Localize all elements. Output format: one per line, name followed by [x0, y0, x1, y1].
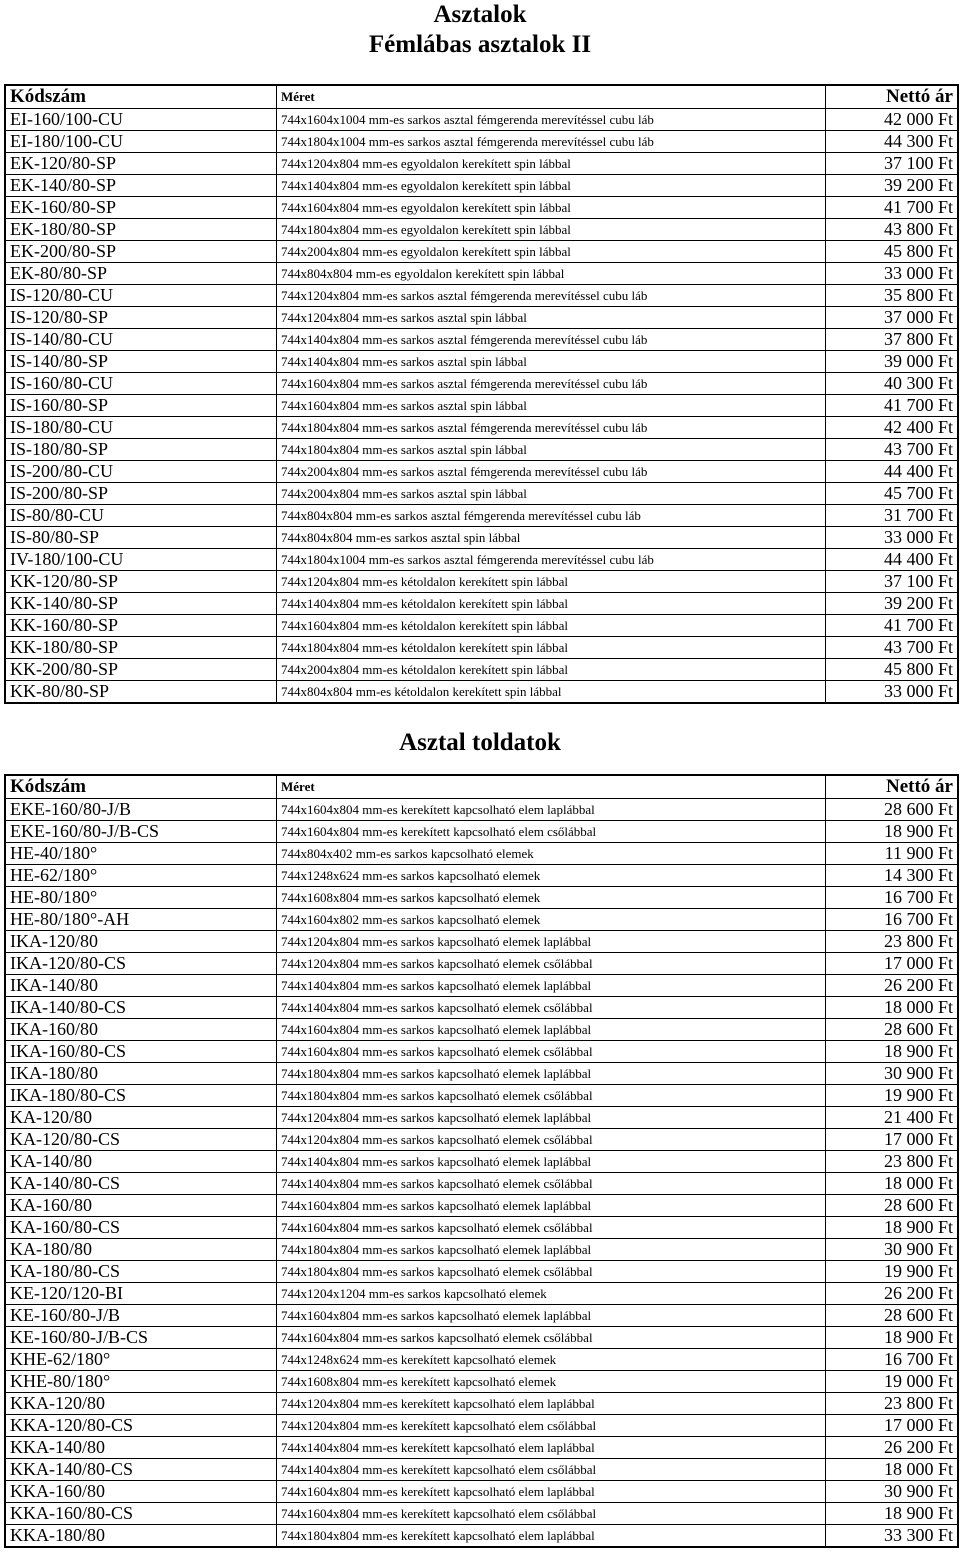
table-row	[5, 395, 958, 417]
table-row	[5, 1525, 958, 1548]
product-code: IKA-140/80-CS	[5, 997, 277, 1019]
table-row	[5, 329, 958, 351]
product-price: 35 800 Ft	[826, 285, 959, 307]
product-code: IS-80/80-CU	[5, 505, 277, 527]
product-code: EK-80/80-SP	[5, 263, 277, 285]
product-price: 18 000 Ft	[826, 1459, 959, 1481]
product-price: 43 700 Ft	[826, 439, 959, 461]
product-price: 39 200 Ft	[826, 175, 959, 197]
product-code: EI-180/100-CU	[5, 131, 277, 153]
product-code: KKA-180/80	[5, 1525, 277, 1548]
product-price: 44 400 Ft	[826, 461, 959, 483]
product-price: 30 900 Ft	[826, 1239, 959, 1261]
product-size: 744x2004x804 mm-es sarkos asztal spin lábbal	[277, 483, 826, 505]
table-row	[5, 351, 958, 373]
product-price: 18 900 Ft	[826, 1041, 959, 1063]
product-code: EK-120/80-SP	[5, 153, 277, 175]
product-price: 18 900 Ft	[826, 1503, 959, 1525]
product-price: 30 900 Ft	[826, 1063, 959, 1085]
product-size: 744x1604x804 mm-es kerekített kapcsolható elem csőlábbal	[277, 821, 826, 843]
product-price: 33 000 Ft	[826, 263, 959, 285]
product-code: IS-180/80-SP	[5, 439, 277, 461]
product-code: IS-140/80-SP	[5, 351, 277, 373]
product-price: 31 700 Ft	[826, 505, 959, 527]
product-price: 19 000 Ft	[826, 1371, 959, 1393]
product-price: 26 200 Ft	[826, 975, 959, 997]
product-size: 744x1804x804 mm-es sarkos kapcsolható elemek laplábbal	[277, 1239, 826, 1261]
product-price: 19 900 Ft	[826, 1085, 959, 1107]
table-row	[5, 439, 958, 461]
table-row	[5, 931, 958, 953]
product-price: 17 000 Ft	[826, 1129, 959, 1151]
product-code: HE-62/180°	[5, 865, 277, 887]
product-size: 744x1604x804 mm-es sarkos kapcsolható elemek csőlábbal	[277, 1217, 826, 1239]
section-title-extensions: Asztal toldatok	[399, 729, 561, 756]
product-price: 17 000 Ft	[826, 1415, 959, 1437]
product-code: KHE-80/180°	[5, 1371, 277, 1393]
product-code: IKA-180/80-CS	[5, 1085, 277, 1107]
product-code: KK-80/80-SP	[5, 681, 277, 704]
product-code: KE-120/120-BI	[5, 1283, 277, 1305]
product-price: 37 100 Ft	[826, 571, 959, 593]
product-size: 744x1404x804 mm-es sarkos kapcsolható elemek csőlábbal	[277, 1173, 826, 1195]
table-row	[5, 1063, 958, 1085]
product-price: 44 300 Ft	[826, 131, 959, 153]
product-size: 744x1608x804 mm-es kerekített kapcsolható elemek	[277, 1371, 826, 1393]
product-size: 744x804x804 mm-es sarkos asztal fémgerenda merevítéssel cubu láb	[277, 505, 826, 527]
product-price: 43 700 Ft	[826, 637, 959, 659]
product-size: 744x1804x804 mm-es sarkos asztal spin lábbal	[277, 439, 826, 461]
product-price: 42 000 Ft	[826, 109, 959, 131]
product-size: 744x1204x804 mm-es kétoldalon kerekített spin lábbal	[277, 571, 826, 593]
product-price: 45 700 Ft	[826, 483, 959, 505]
product-size: 744x1604x804 mm-es kerekített kapcsolható elem laplábbal	[277, 799, 826, 821]
product-code: KA-120/80	[5, 1107, 277, 1129]
page-title: Asztalok	[433, 1, 527, 28]
product-code: KKA-120/80	[5, 1393, 277, 1415]
product-size: 744x1248x624 mm-es sarkos kapcsolható elemek	[277, 865, 826, 887]
header-price: Nettó ár	[826, 775, 959, 799]
table-row	[5, 219, 958, 241]
product-price: 14 300 Ft	[826, 865, 959, 887]
header-code: Kódszám	[5, 85, 277, 109]
header-size: Méret	[277, 775, 826, 799]
product-code: KKA-160/80	[5, 1481, 277, 1503]
product-code: EK-140/80-SP	[5, 175, 277, 197]
product-code: IS-200/80-SP	[5, 483, 277, 505]
product-price: 18 900 Ft	[826, 1217, 959, 1239]
product-size: 744x1204x804 mm-es sarkos kapcsolható elemek csőlábbal	[277, 1129, 826, 1151]
product-code: KK-160/80-SP	[5, 615, 277, 637]
page-subtitle: Fémlábas asztalok II	[368, 31, 592, 58]
product-size: 744x1804x1004 mm-es sarkos asztal fémgerenda merevítéssel cubu láb	[277, 131, 826, 153]
table-row	[5, 1151, 958, 1173]
table-header-row	[5, 775, 958, 799]
product-price: 37 800 Ft	[826, 329, 959, 351]
product-size: 744x1204x1204 mm-es sarkos kapcsolható elemek	[277, 1283, 826, 1305]
table-row	[5, 593, 958, 615]
price-table-extensions	[4, 774, 959, 1548]
product-size: 744x804x804 mm-es sarkos asztal spin lábbal	[277, 527, 826, 549]
product-size: 744x1404x804 mm-es sarkos kapcsolható elemek csőlábbal	[277, 997, 826, 1019]
table-row	[5, 1371, 958, 1393]
product-price: 23 800 Ft	[826, 1393, 959, 1415]
product-code: IS-160/80-SP	[5, 395, 277, 417]
product-price: 23 800 Ft	[826, 931, 959, 953]
table-header-row	[5, 85, 958, 109]
table-row	[5, 1503, 958, 1525]
table-row	[5, 1261, 958, 1283]
table-row	[5, 307, 958, 329]
product-price: 16 700 Ft	[826, 909, 959, 931]
product-code: KKA-160/80-CS	[5, 1503, 277, 1525]
product-size: 744x1604x802 mm-es sarkos kapcsolható elemek	[277, 909, 826, 931]
product-code: KA-180/80	[5, 1239, 277, 1261]
table-row	[5, 1217, 958, 1239]
product-size: 744x1604x804 mm-es sarkos kapcsolható elemek laplábbal	[277, 1019, 826, 1041]
product-code: IS-180/80-CU	[5, 417, 277, 439]
product-size: 744x1404x804 mm-es sarkos kapcsolható elemek laplábbal	[277, 1151, 826, 1173]
product-code: KKA-140/80-CS	[5, 1459, 277, 1481]
table-row	[5, 197, 958, 219]
product-size: 744x1404x804 mm-es sarkos kapcsolható elemek laplábbal	[277, 975, 826, 997]
table-row	[5, 1393, 958, 1415]
product-size: 744x1604x804 mm-es kétoldalon kerekített spin lábbal	[277, 615, 826, 637]
product-size: 744x1404x804 mm-es kétoldalon kerekített spin lábbal	[277, 593, 826, 615]
product-price: 16 700 Ft	[826, 887, 959, 909]
product-size: 744x1248x624 mm-es kerekített kapcsolható elemek	[277, 1349, 826, 1371]
product-code: KA-140/80-CS	[5, 1173, 277, 1195]
product-code: KKA-120/80-CS	[5, 1415, 277, 1437]
table-row	[5, 483, 958, 505]
product-price: 30 900 Ft	[826, 1481, 959, 1503]
table-row	[5, 461, 958, 483]
product-size: 744x1404x804 mm-es sarkos asztal spin lábbal	[277, 351, 826, 373]
product-code: EKE-160/80-J/B-CS	[5, 821, 277, 843]
product-size: 744x1404x804 mm-es egyoldalon kerekített spin lábbal	[277, 175, 826, 197]
table-row	[5, 1239, 958, 1261]
product-size: 744x804x804 mm-es egyoldalon kerekített spin lábbal	[277, 263, 826, 285]
table-row	[5, 1305, 958, 1327]
table-row	[5, 1019, 958, 1041]
product-size: 744x1204x804 mm-es sarkos asztal fémgerenda merevítéssel cubu láb	[277, 285, 826, 307]
product-price: 42 400 Ft	[826, 417, 959, 439]
table-row	[5, 1349, 958, 1371]
product-code: IS-140/80-CU	[5, 329, 277, 351]
table-row	[5, 109, 958, 131]
product-size: 744x1204x804 mm-es kerekített kapcsolható elem laplábbal	[277, 1393, 826, 1415]
product-size: 744x1604x804 mm-es sarkos asztal spin lábbal	[277, 395, 826, 417]
product-price: 23 800 Ft	[826, 1151, 959, 1173]
product-code: KE-160/80-J/B-CS	[5, 1327, 277, 1349]
product-code: KK-200/80-SP	[5, 659, 277, 681]
table-row	[5, 865, 958, 887]
product-code: KK-180/80-SP	[5, 637, 277, 659]
product-price: 39 000 Ft	[826, 351, 959, 373]
product-price: 18 900 Ft	[826, 1327, 959, 1349]
product-size: 744x1604x804 mm-es kerekített kapcsolható elem csőlábbal	[277, 1503, 826, 1525]
product-code: KA-140/80	[5, 1151, 277, 1173]
product-size: 744x2004x804 mm-es kétoldalon kerekített spin lábbal	[277, 659, 826, 681]
product-price: 28 600 Ft	[826, 1305, 959, 1327]
product-size: 744x1204x804 mm-es kerekített kapcsolható elem csőlábbal	[277, 1415, 826, 1437]
table-row	[5, 953, 958, 975]
product-price: 45 800 Ft	[826, 659, 959, 681]
product-size: 744x1804x804 mm-es kétoldalon kerekített spin lábbal	[277, 637, 826, 659]
product-code: EI-160/100-CU	[5, 109, 277, 131]
table-row	[5, 373, 958, 395]
table-row	[5, 615, 958, 637]
table-row	[5, 1195, 958, 1217]
product-code: EK-200/80-SP	[5, 241, 277, 263]
product-size: 744x1404x804 mm-es kerekített kapcsolható elem csőlábbal	[277, 1459, 826, 1481]
product-price: 33 300 Ft	[826, 1525, 959, 1548]
table-row	[5, 997, 958, 1019]
product-code: KKA-140/80	[5, 1437, 277, 1459]
table-row	[5, 571, 958, 593]
header-size: Méret	[277, 85, 826, 109]
product-code: IKA-160/80-CS	[5, 1041, 277, 1063]
product-size: 744x1804x804 mm-es sarkos kapcsolható elemek laplábbal	[277, 1063, 826, 1085]
product-size: 744x1204x804 mm-es sarkos kapcsolható elemek laplábbal	[277, 1107, 826, 1129]
table-row	[5, 821, 958, 843]
table-row	[5, 1283, 958, 1305]
product-size: 744x1604x804 mm-es kerekített kapcsolható elem laplábbal	[277, 1481, 826, 1503]
table-row	[5, 1481, 958, 1503]
product-price: 45 800 Ft	[826, 241, 959, 263]
table-row	[5, 659, 958, 681]
product-size: 744x2004x804 mm-es sarkos asztal fémgerenda merevítéssel cubu láb	[277, 461, 826, 483]
product-size: 744x1204x804 mm-es sarkos kapcsolható elemek csőlábbal	[277, 953, 826, 975]
product-price: 44 400 Ft	[826, 549, 959, 571]
product-price: 16 700 Ft	[826, 1349, 959, 1371]
product-size: 744x1804x804 mm-es kerekített kapcsolható elem laplábbal	[277, 1525, 826, 1548]
product-price: 28 600 Ft	[826, 1019, 959, 1041]
product-price: 26 200 Ft	[826, 1437, 959, 1459]
product-code: IS-120/80-SP	[5, 307, 277, 329]
product-code: IKA-120/80	[5, 931, 277, 953]
product-code: IKA-120/80-CS	[5, 953, 277, 975]
product-code: IS-120/80-CU	[5, 285, 277, 307]
table-row	[5, 549, 958, 571]
product-price: 43 800 Ft	[826, 219, 959, 241]
product-price: 18 900 Ft	[826, 821, 959, 843]
table-body	[5, 799, 958, 1548]
product-code: KA-120/80-CS	[5, 1129, 277, 1151]
product-code: EKE-160/80-J/B	[5, 799, 277, 821]
product-code: IS-200/80-CU	[5, 461, 277, 483]
table-row	[5, 909, 958, 931]
product-price: 28 600 Ft	[826, 1195, 959, 1217]
product-code: HE-80/180°	[5, 887, 277, 909]
product-size: 744x1604x804 mm-es sarkos kapcsolható elemek laplábbal	[277, 1305, 826, 1327]
product-code: HE-80/180°-AH	[5, 909, 277, 931]
product-code: HE-40/180°	[5, 843, 277, 865]
product-size: 744x1804x804 mm-es sarkos kapcsolható elemek csőlábbal	[277, 1085, 826, 1107]
table-row	[5, 153, 958, 175]
product-price: 33 000 Ft	[826, 681, 959, 704]
product-size: 744x1604x804 mm-es sarkos kapcsolható elemek csőlábbal	[277, 1327, 826, 1349]
table-row	[5, 1415, 958, 1437]
product-price: 28 600 Ft	[826, 799, 959, 821]
product-code: IKA-180/80	[5, 1063, 277, 1085]
table-row	[5, 505, 958, 527]
product-price: 19 900 Ft	[826, 1261, 959, 1283]
product-size: 744x1804x804 mm-es sarkos kapcsolható elemek csőlábbal	[277, 1261, 826, 1283]
product-price: 39 200 Ft	[826, 593, 959, 615]
product-price: 18 000 Ft	[826, 1173, 959, 1195]
product-code: IKA-160/80	[5, 1019, 277, 1041]
product-size: 744x1604x804 mm-es sarkos asztal fémgerenda merevítéssel cubu láb	[277, 373, 826, 395]
product-price: 37 000 Ft	[826, 307, 959, 329]
price-table-tables	[4, 84, 959, 704]
table-row	[5, 1085, 958, 1107]
product-code: EK-160/80-SP	[5, 197, 277, 219]
product-size: 744x1404x804 mm-es sarkos asztal fémgerenda merevítéssel cubu láb	[277, 329, 826, 351]
product-code: IKA-140/80	[5, 975, 277, 997]
product-price: 26 200 Ft	[826, 1283, 959, 1305]
product-size: 744x2004x804 mm-es egyoldalon kerekített spin lábbal	[277, 241, 826, 263]
product-code: KE-160/80-J/B	[5, 1305, 277, 1327]
product-size: 744x1604x1004 mm-es sarkos asztal fémgerenda merevítéssel cubu láb	[277, 109, 826, 131]
product-size: 744x1804x804 mm-es sarkos asztal fémgerenda merevítéssel cubu láb	[277, 417, 826, 439]
table-row	[5, 241, 958, 263]
table-row	[5, 417, 958, 439]
product-price: 17 000 Ft	[826, 953, 959, 975]
table-row	[5, 263, 958, 285]
table-row	[5, 975, 958, 997]
product-code: KK-140/80-SP	[5, 593, 277, 615]
product-size: 744x1804x804 mm-es egyoldalon kerekített spin lábbal	[277, 219, 826, 241]
product-size: 744x1604x804 mm-es sarkos kapcsolható elemek laplábbal	[277, 1195, 826, 1217]
product-price: 33 000 Ft	[826, 527, 959, 549]
product-size: 744x1604x804 mm-es sarkos kapcsolható elemek csőlábbal	[277, 1041, 826, 1063]
table-body	[5, 109, 958, 704]
product-code: KA-160/80	[5, 1195, 277, 1217]
product-price: 37 100 Ft	[826, 153, 959, 175]
product-code: IV-180/100-CU	[5, 549, 277, 571]
table-row	[5, 175, 958, 197]
product-price: 18 000 Ft	[826, 997, 959, 1019]
product-price: 41 700 Ft	[826, 615, 959, 637]
product-code: IS-160/80-CU	[5, 373, 277, 395]
header-price: Nettó ár	[826, 85, 959, 109]
product-price: 41 700 Ft	[826, 395, 959, 417]
table-row	[5, 1107, 958, 1129]
table-row	[5, 1437, 958, 1459]
table-row	[5, 131, 958, 153]
product-price: 11 900 Ft	[826, 843, 959, 865]
product-code: IS-80/80-SP	[5, 527, 277, 549]
product-code: EK-180/80-SP	[5, 219, 277, 241]
table-row	[5, 799, 958, 821]
table-row	[5, 1129, 958, 1151]
table-row	[5, 1173, 958, 1195]
table-row	[5, 637, 958, 659]
product-code: KA-160/80-CS	[5, 1217, 277, 1239]
table-row	[5, 1459, 958, 1481]
product-code: KK-120/80-SP	[5, 571, 277, 593]
product-size: 744x1804x1004 mm-es sarkos asztal fémgerenda merevítéssel cubu láb	[277, 549, 826, 571]
table-row	[5, 843, 958, 865]
table-row	[5, 681, 958, 704]
product-size: 744x1608x804 mm-es sarkos kapcsolható elemek	[277, 887, 826, 909]
product-code: KA-180/80-CS	[5, 1261, 277, 1283]
table-row	[5, 527, 958, 549]
product-code: KHE-62/180°	[5, 1349, 277, 1371]
product-size: 744x1204x804 mm-es sarkos kapcsolható elemek laplábbal	[277, 931, 826, 953]
product-size: 744x1404x804 mm-es kerekített kapcsolható elem laplábbal	[277, 1437, 826, 1459]
product-size: 744x1204x804 mm-es egyoldalon kerekített spin lábbal	[277, 153, 826, 175]
product-price: 41 700 Ft	[826, 197, 959, 219]
product-price: 40 300 Ft	[826, 373, 959, 395]
table-row	[5, 1041, 958, 1063]
product-price: 21 400 Ft	[826, 1107, 959, 1129]
product-size: 744x804x402 mm-es sarkos kapcsolható elemek	[277, 843, 826, 865]
table-row	[5, 285, 958, 307]
table-row	[5, 1327, 958, 1349]
table-row	[5, 887, 958, 909]
product-size: 744x1604x804 mm-es egyoldalon kerekített spin lábbal	[277, 197, 826, 219]
header-code: Kódszám	[5, 775, 277, 799]
product-size: 744x804x804 mm-es kétoldalon kerekített spin lábbal	[277, 681, 826, 704]
product-size: 744x1204x804 mm-es sarkos asztal spin lábbal	[277, 307, 826, 329]
